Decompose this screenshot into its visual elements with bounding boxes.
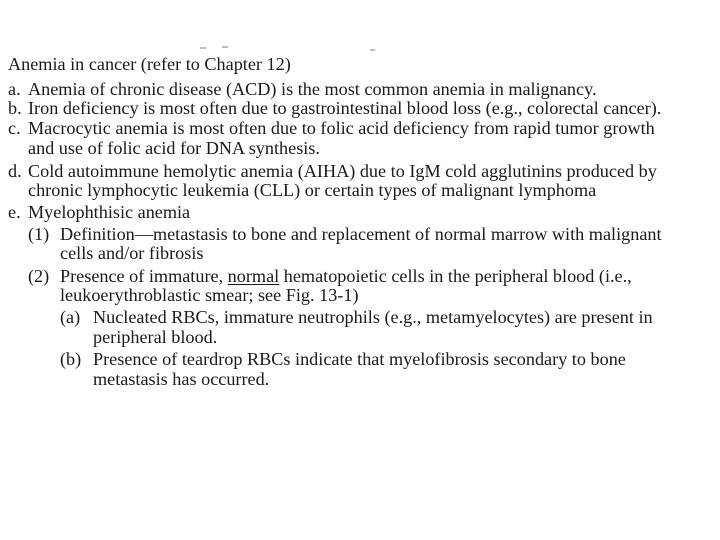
item-d-label: d. xyxy=(8,161,22,181)
section-heading: Anemia in cancer (refer to Chapter 12) xyxy=(8,54,291,74)
item-a-label: a. xyxy=(8,79,21,99)
sub2-text-line2: leukoerythroblastic smear; see Fig. 13-1) xyxy=(60,285,359,305)
item-c-label: c. xyxy=(8,118,21,138)
item-e-text: Myelophthisic anemia xyxy=(28,202,191,222)
scan-artifact xyxy=(200,47,206,49)
item-c-text-line1: Macrocytic anemia is most often due to folic acid deficiency from rapid tumor growth xyxy=(28,118,655,138)
sub2-text-post: hematopoietic cells in the peripheral blood (i.e., xyxy=(279,266,632,286)
item-b-label: b. xyxy=(8,98,22,118)
item-e-label: e. xyxy=(8,202,21,222)
subsub-b-text-line2: metastasis has occurred. xyxy=(93,369,270,389)
sub1-label: (1) xyxy=(28,224,50,244)
item-d-text-line2: chronic lymphocytic leukemia (CLL) or certain types of malignant lymphoma xyxy=(28,180,597,200)
subsub-a-text-line2: peripheral blood. xyxy=(93,327,218,347)
item-c-text-line2: and use of folic acid for DNA synthesis. xyxy=(28,138,320,158)
subsub-b-label: (b) xyxy=(60,349,82,369)
item-b-text: Iron deficiency is most often due to gastrointestinal blood loss (e.g., colorectal cancer). xyxy=(28,98,662,118)
subsub-b-text-line1: Presence of teardrop RBCs indicate that myelofibrosis secondary to bone xyxy=(93,349,626,369)
item-a-text: Anemia of chronic disease (ACD) is the most common anemia in malignancy. xyxy=(28,79,597,99)
sub2-text-line1 xyxy=(60,266,632,287)
subsub-a-label: (a) xyxy=(60,307,81,327)
scan-artifact xyxy=(370,49,375,51)
subsub-a-text-line1: Nucleated RBCs, immature neutrophils (e.g., metamyelocytes) are present in xyxy=(93,307,653,327)
sub2-label: (2) xyxy=(28,266,50,286)
sub2-text-pre: Presence of immature, xyxy=(60,266,228,286)
sub2-underlined-word: normal xyxy=(227,266,280,286)
sub1-text-line2: cells and/or fibrosis xyxy=(60,243,204,263)
sub1-text-line1: Definition—metastasis to bone and replacement of normal marrow with malignant xyxy=(60,224,662,244)
scan-artifact xyxy=(222,46,228,48)
item-d-text-line1: Cold autoimmune hemolytic anemia (AIHA) due to IgM cold agglutinins produced by xyxy=(28,161,657,181)
